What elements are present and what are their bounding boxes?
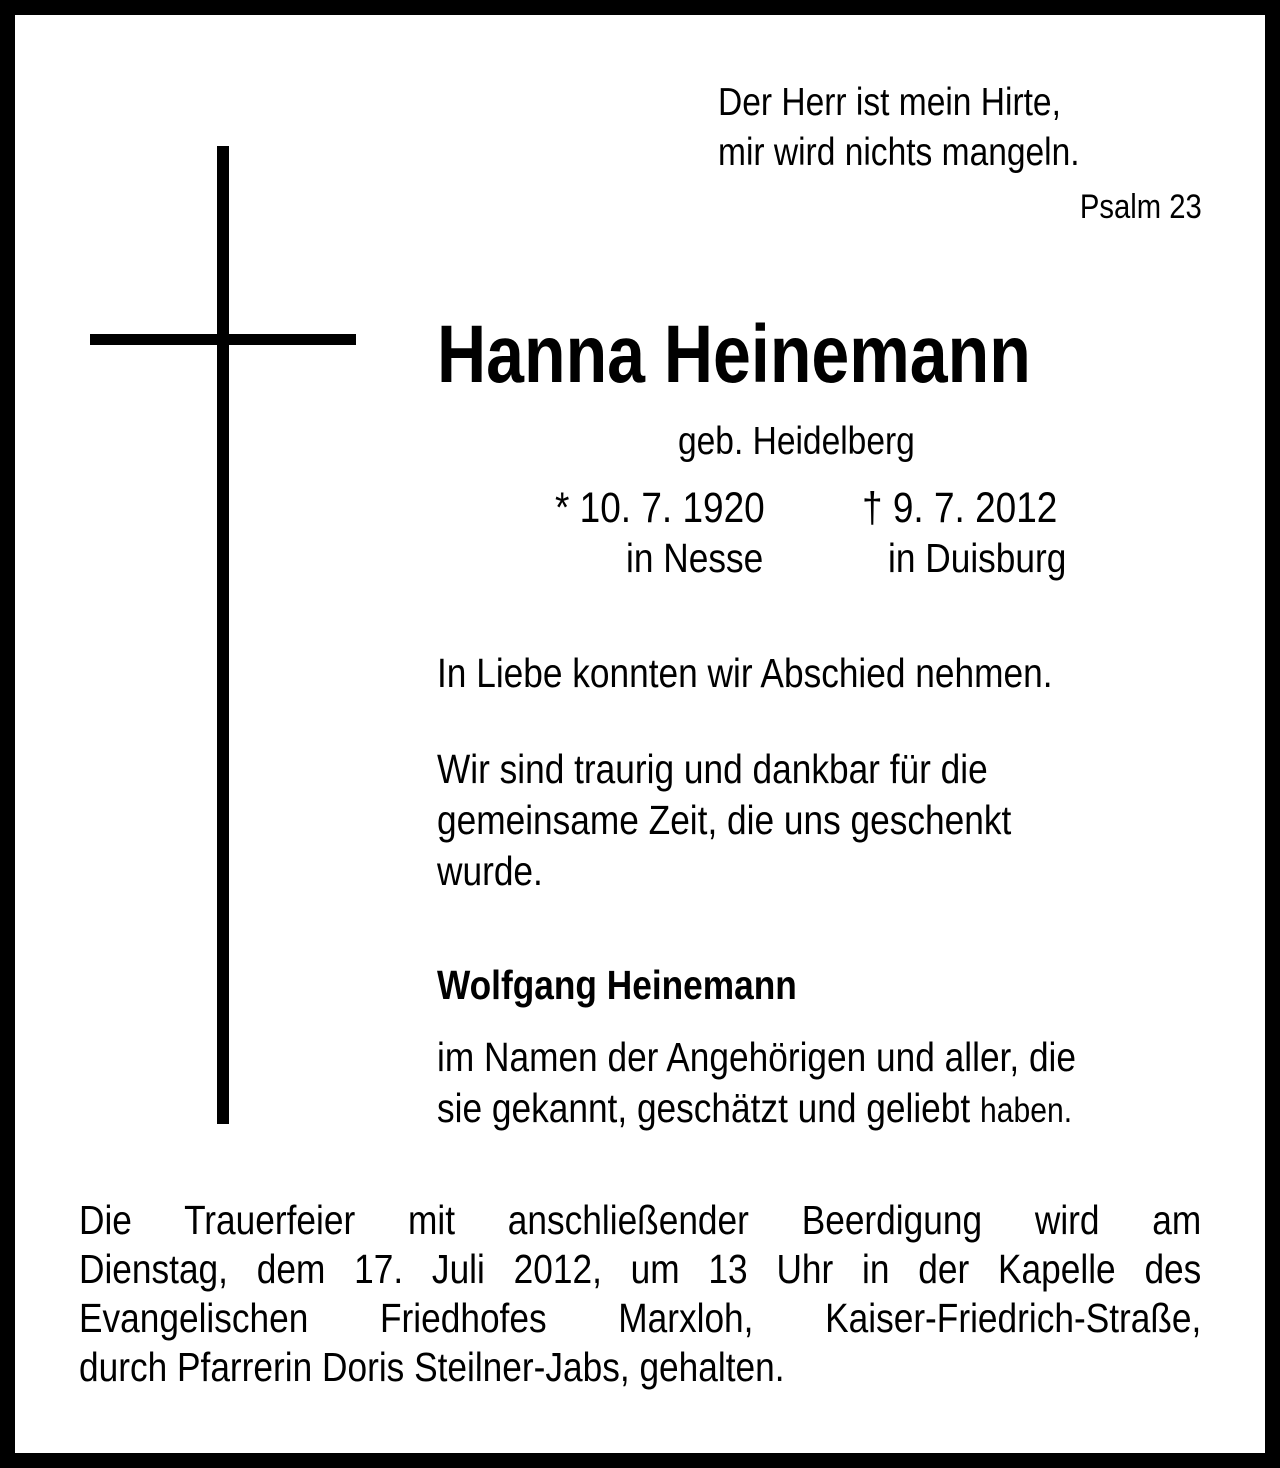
signer-line: [437, 1083, 1076, 1136]
farewell-text: [437, 648, 1053, 699]
funeral-line-text: durch Pfarrerin Doris Steilner-Jabs, gehalten.: [79, 1344, 785, 1390]
birth-date: * 10. 7. 1920: [555, 484, 765, 532]
psalm-line: mir wird nichts mangeln.: [718, 131, 1080, 174]
gratitude-line: Wir sind traurig und dankbar für die: [437, 746, 988, 792]
birth-place: in Nesse: [626, 535, 764, 581]
signer-text: [437, 1032, 1076, 1136]
funeral-info: [79, 1196, 1201, 1392]
gratitude-text: [437, 744, 1011, 897]
gratitude-line: gemeinsame Zeit, die uns geschenkt: [437, 797, 1012, 843]
signer-line-start: sie gekannt, geschätzt und geliebt: [437, 1085, 971, 1131]
signer-line-end: haben.: [980, 1091, 1073, 1130]
signer-line: im Namen der Angehörigen und aller, die: [437, 1034, 1077, 1080]
psalm-reference: Psalm 23: [1080, 188, 1202, 226]
cross-icon-crossbar: [90, 334, 356, 345]
born-name: geb. Heidelberg: [678, 420, 915, 463]
funeral-line: [79, 1196, 1201, 1245]
farewell-line: In Liebe konnten wir Abschied nehmen.: [437, 650, 1053, 696]
psalm-quote: [718, 78, 1080, 178]
deceased-name: Hanna Heinemann: [437, 309, 1031, 400]
funeral-line: [79, 1294, 1201, 1343]
funeral-line-text: Evangelischen Friedhofes Marxloh, Kaiser-Friedrich-Straße,: [79, 1295, 1202, 1341]
psalm-line: Der Herr ist mein Hirte,: [718, 81, 1061, 124]
cross-icon: [217, 146, 229, 1124]
gratitude-line: wurde.: [437, 848, 543, 894]
funeral-line: [79, 1245, 1201, 1294]
signer-name: Wolfgang Heinemann: [437, 962, 797, 1008]
funeral-line: [79, 1343, 1201, 1392]
funeral-line-text: Die Trauerfeier mit anschließender Beerdigung wird am: [79, 1197, 1202, 1243]
death-date: † 9. 7. 2012: [862, 484, 1058, 532]
funeral-line-text: Dienstag, dem 17. Juli 2012, um 13 Uhr in der Kapelle des: [79, 1246, 1202, 1292]
death-place: in Duisburg: [888, 535, 1067, 581]
